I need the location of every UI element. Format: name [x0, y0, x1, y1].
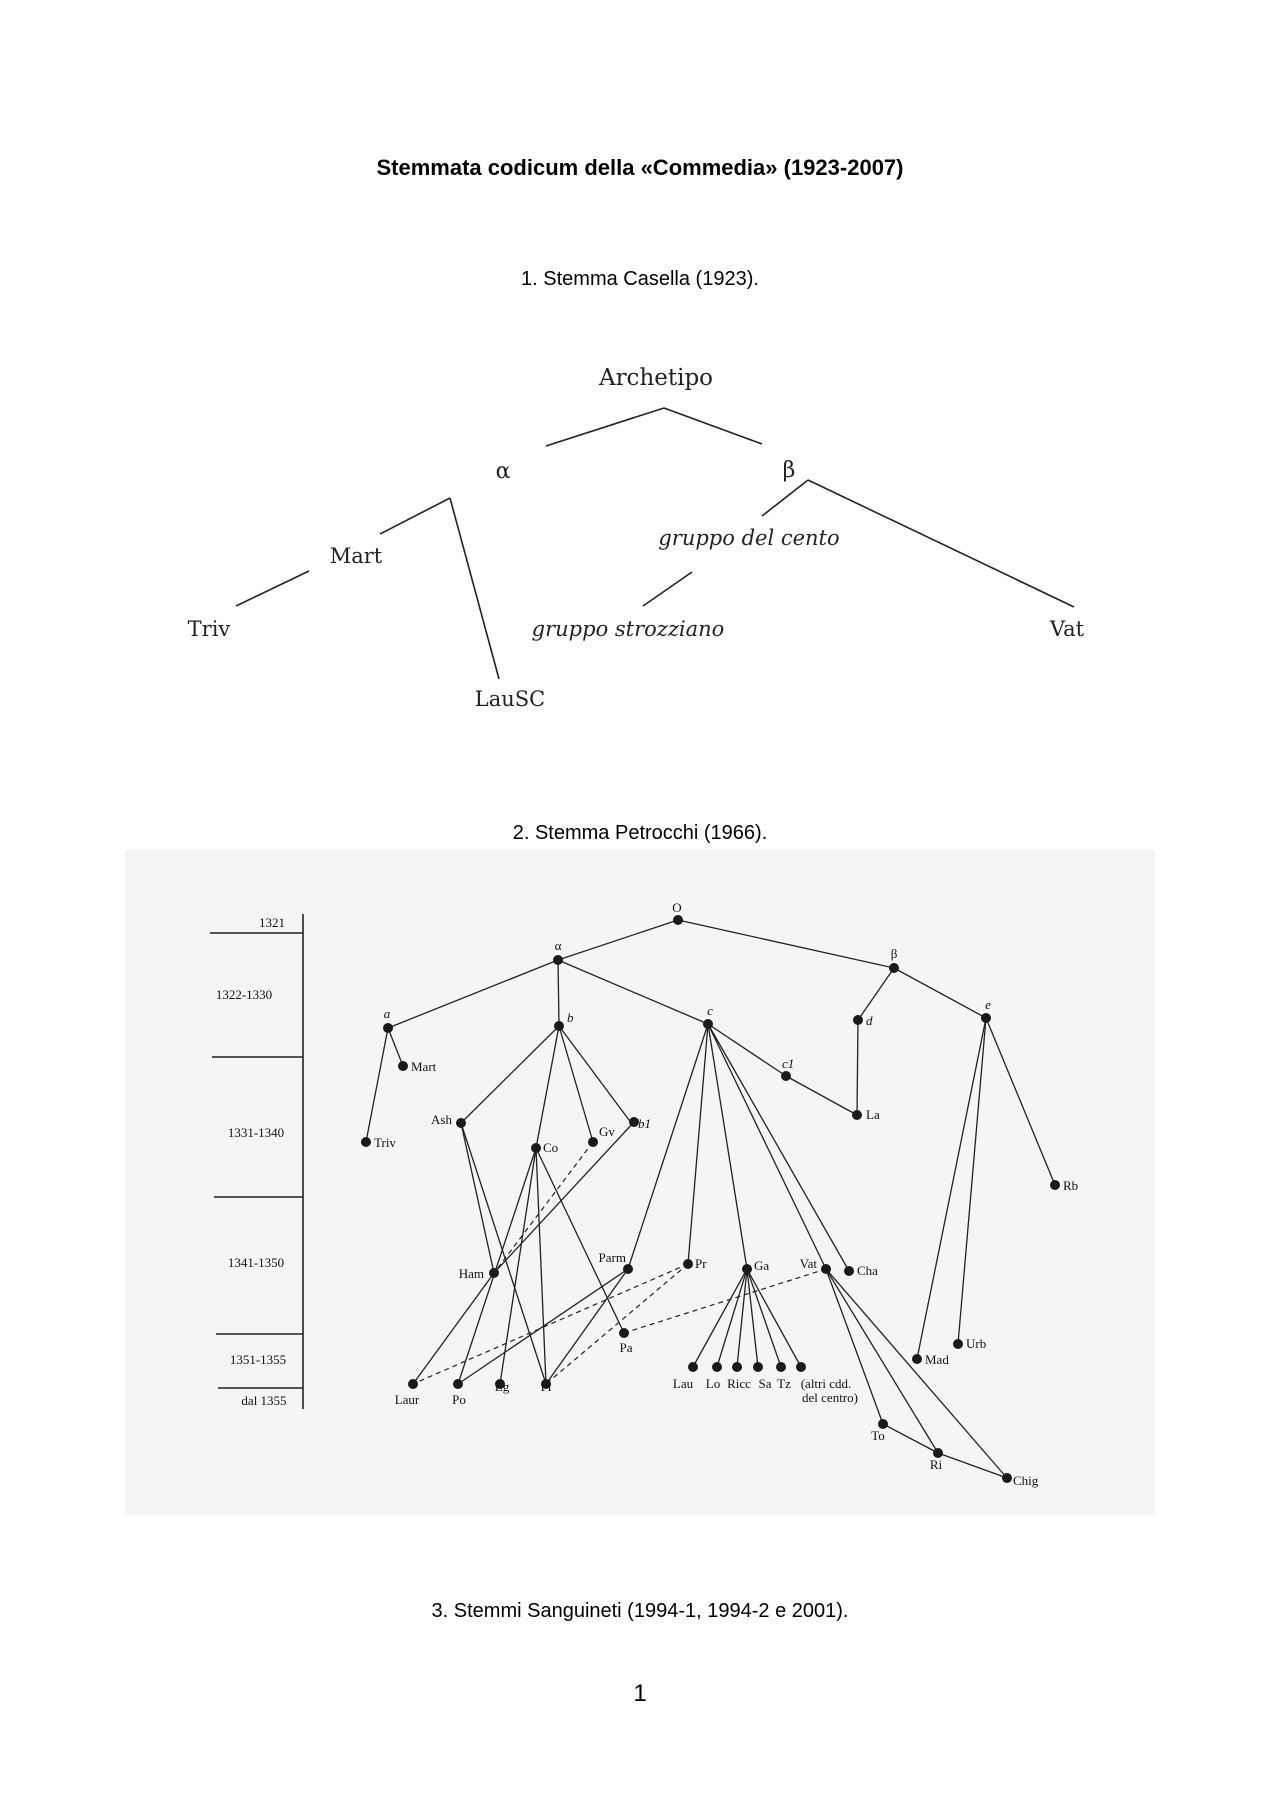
label-Cha: Cha — [857, 1263, 878, 1278]
period-label: dal 1355 — [241, 1393, 287, 1408]
node-dot-Vat — [821, 1264, 831, 1274]
label-Chig: Chig — [1013, 1473, 1039, 1488]
figure2-caption: 2. Stemma Petrocchi (1966). — [512, 822, 768, 844]
node-dot-altri — [796, 1362, 806, 1372]
label-Ash: Ash — [431, 1112, 452, 1127]
label-c1: c1 — [782, 1056, 795, 1071]
period-label: 1341-1350 — [227, 1255, 285, 1270]
node-dot-Laur — [408, 1379, 418, 1389]
node-dot-beta — [889, 963, 899, 973]
edge-archetipo-alpha — [546, 408, 664, 446]
node-dot-c1 — [781, 1071, 791, 1081]
node-dot-La — [852, 1110, 862, 1120]
node-dot-Ash — [456, 1118, 466, 1128]
label-beta: β — [890, 946, 898, 961]
label-Ham: Ham — [458, 1266, 484, 1281]
label-Lau: Lau — [672, 1376, 694, 1391]
node-dot-Po — [453, 1379, 463, 1389]
node-dot-Ricc — [732, 1362, 742, 1372]
node-archetipo: Archetipo — [598, 365, 714, 391]
label-Vat: Vat — [799, 1256, 817, 1271]
node-dot-Pr — [683, 1259, 693, 1269]
node-mart: Mart — [329, 544, 383, 568]
node-dot-d — [853, 1015, 863, 1025]
label-Pr: Pr — [695, 1256, 707, 1271]
label-b: b — [567, 1010, 574, 1025]
label-Urb: Urb — [966, 1336, 987, 1351]
label-Rb: Rb — [1063, 1178, 1079, 1193]
node-dot-c — [703, 1019, 713, 1029]
page-number: 1 — [633, 1680, 647, 1707]
figure1-caption: 1. Stemma Casella (1923). — [521, 268, 759, 290]
edge-archetipo-beta — [664, 408, 762, 444]
label-b1: b1 — [638, 1116, 651, 1131]
label-Fi: Fi — [540, 1379, 552, 1394]
node-triv: Triv — [187, 617, 231, 641]
label-altri-2: del centro) — [802, 1390, 858, 1405]
label-Gv: Gv — [599, 1124, 615, 1139]
node-dot-a — [383, 1023, 393, 1033]
label-Tz: Tz — [777, 1376, 791, 1391]
node-beta: β — [782, 458, 796, 483]
label-a: a — [383, 1006, 391, 1021]
node-gruppo-cento: gruppo del cento — [658, 526, 840, 550]
label-Ri: Ri — [929, 1457, 943, 1472]
node-dot-Ga — [742, 1264, 752, 1274]
node-dot-Mad — [912, 1354, 922, 1364]
node-dot-Rb — [1050, 1180, 1060, 1190]
node-dot-O — [673, 915, 683, 925]
node-dot-Lo — [712, 1362, 722, 1372]
node-dot-Co — [531, 1143, 541, 1153]
node-dot-Cha — [844, 1266, 854, 1276]
edge-alpha-lausc — [450, 498, 499, 679]
label-To: To — [871, 1428, 885, 1443]
node-dot-Chig — [1002, 1473, 1012, 1483]
label-Ga: Ga — [754, 1258, 770, 1273]
label-Triv: Triv — [374, 1135, 396, 1150]
node-dot-Urb — [953, 1339, 963, 1349]
node-dot-alpha — [553, 955, 563, 965]
label-Eg: Eg — [494, 1379, 510, 1394]
period-label: 1321 — [259, 915, 285, 930]
node-dot-e — [981, 1013, 991, 1023]
label-Laur: Laur — [394, 1392, 420, 1407]
node-dot-Sa — [753, 1362, 763, 1372]
label-e: e — [985, 997, 991, 1012]
edge-cento-strozziano — [643, 572, 692, 606]
label-La: La — [866, 1107, 880, 1122]
edge-mart-triv — [236, 571, 309, 606]
label-c: c — [707, 1003, 713, 1018]
node-dot-Triv — [361, 1137, 371, 1147]
label-Po: Po — [452, 1392, 466, 1407]
node-dot-Lau — [688, 1362, 698, 1372]
node-dot-Pa — [619, 1328, 629, 1338]
label-alpha: α — [554, 938, 562, 953]
period-label: 1351-1355 — [229, 1352, 287, 1367]
node-dot-Parm — [623, 1264, 633, 1274]
label-Parm: Parm — [598, 1250, 626, 1265]
petrocchi-scan-background — [125, 850, 1155, 1515]
label-Lo: Lo — [705, 1376, 721, 1391]
node-dot-Mart — [398, 1061, 408, 1071]
node-vat: Vat — [1049, 617, 1085, 641]
label-Pa: Pa — [619, 1340, 633, 1355]
node-gruppo-strozziano: gruppo strozziano — [531, 617, 725, 641]
figure3-caption: 3. Stemmi Sanguineti (1994-1, 1994-2 e 2001). — [431, 1600, 849, 1622]
node-dot-Ham — [489, 1268, 499, 1278]
node-dot-Tz — [776, 1362, 786, 1372]
page-title: Stemmata codicum della «Commedia» (1923-2007) — [376, 155, 904, 180]
node-dot-Gv — [588, 1137, 598, 1147]
period-label: 1322-1330 — [215, 987, 273, 1002]
edge-beta-cento — [762, 480, 808, 516]
label-d: d — [866, 1013, 873, 1028]
node-dot-b — [554, 1021, 564, 1031]
label-Mart: Mart — [411, 1059, 437, 1074]
period-label: 1331-1340 — [227, 1125, 285, 1140]
edge-beta-vat — [808, 480, 1074, 607]
label-Sa: Sa — [758, 1376, 772, 1391]
label-Ricc: Ricc — [727, 1376, 751, 1391]
edge-alpha-mart — [380, 498, 450, 534]
label-Co: Co — [543, 1140, 559, 1155]
label-Mad: Mad — [925, 1352, 949, 1367]
node-alpha: α — [495, 459, 511, 484]
label-O: O — [672, 900, 682, 915]
node-lausc: LauSC — [474, 687, 546, 711]
label-altri-1: (altri cdd. — [800, 1376, 852, 1391]
